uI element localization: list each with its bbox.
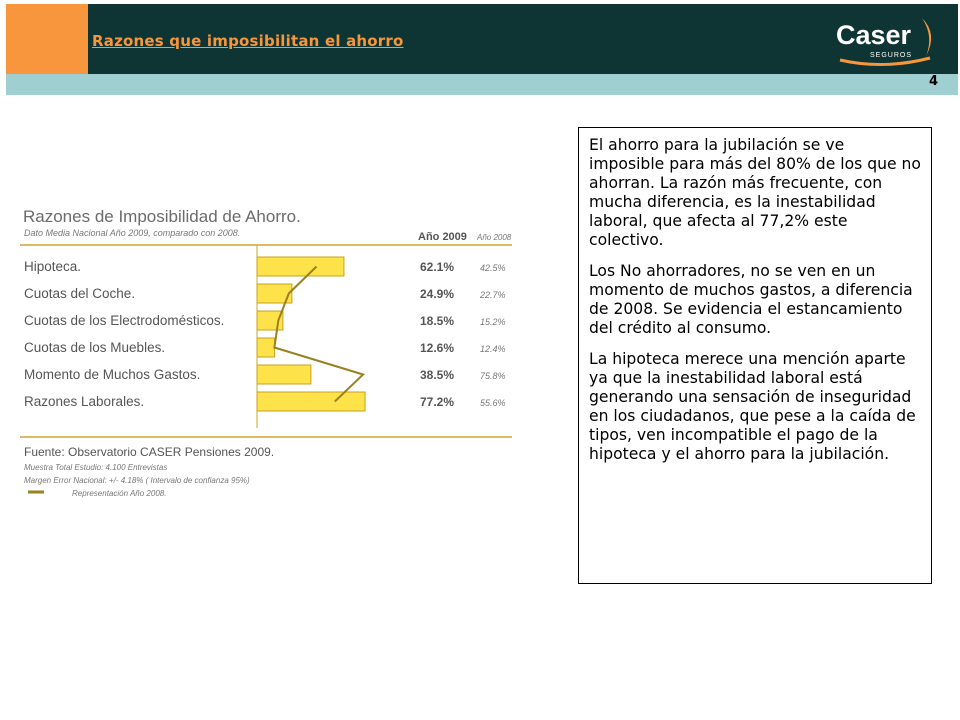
bar-2009 xyxy=(257,338,275,357)
slide-title: Razones que imposibilitan el ahorro xyxy=(92,32,404,50)
commentary-paragraph: El ahorro para la jubilación se ve imposible para más del 80% de los que no ahorran. La razón más frecuente, con mucha diferencia, es la inestabilidad laboral, que afecta al 77,2% este colectivo. xyxy=(589,136,921,250)
value-label-2009: 12.6% xyxy=(420,341,455,355)
logo-swoosh-icon xyxy=(922,18,931,56)
bar-2009 xyxy=(257,392,365,411)
column-header-2008: Año 2008 xyxy=(477,233,512,242)
category-label: Razones Laborales. xyxy=(24,394,145,409)
value-label-2009: 77.2% xyxy=(420,395,455,409)
category-label: Cuotas de los Muebles. xyxy=(24,340,166,355)
value-label-2008: 15.2% xyxy=(480,317,506,327)
commentary-paragraph: Los No ahorradores, no se ven en un momento de muchos gastos, a diferencia de 2008. Se evidencia el estancamiento del crédito al consumo. xyxy=(589,262,913,338)
category-label: Hipoteca. xyxy=(24,259,82,274)
chart-error-note: Margen Error Nacional: +/- 4.18% ( Intervalo de confianza 95%) xyxy=(24,476,250,485)
logo-text: Caser xyxy=(836,20,912,50)
value-label-2008: 55.6% xyxy=(480,398,506,408)
bar-chart xyxy=(20,200,520,510)
chart-title: Razones de Imposibilidad de Ahorro. xyxy=(23,207,301,226)
category-label: Cuotas de los Electrodomésticos. xyxy=(24,313,225,328)
value-label-2008: 12.4% xyxy=(480,344,506,354)
category-label: Cuotas del Coche. xyxy=(24,286,136,301)
header-accent-block xyxy=(6,4,88,74)
value-label-2009: 24.9% xyxy=(420,287,455,301)
chart-subtitle: Dato Media Nacional Año 2009, comparado con 2008. xyxy=(24,228,241,238)
value-label-2008: 75.8% xyxy=(480,371,506,381)
chart-sample-note: Muestra Total Estudio: 4.100 Entrevistas xyxy=(24,463,168,472)
value-label-2008: 22.7% xyxy=(480,290,506,300)
bar-2009 xyxy=(257,257,344,276)
commentary-paragraph: La hipoteca merece una mención aparte ya que la inestabilidad laboral está generando una sensación de inseguridad en los ciudadanos, que pese a la caída de tipos, ven incompatible el pago de la hipoteca y el ahorro para la jubilación. xyxy=(589,350,916,464)
value-label-2009: 18.5% xyxy=(420,314,455,328)
chart-source: Fuente: Observatorio CASER Pensiones 2009. xyxy=(24,445,275,459)
bar-2009 xyxy=(257,365,311,384)
value-label-2009: 62.1% xyxy=(420,260,455,274)
column-header-2009: Año 2009 xyxy=(418,231,467,243)
logo-subtext: SEGUROS xyxy=(870,52,913,59)
legend-label-2008: Representación Año 2008. xyxy=(72,489,167,498)
value-label-2008: 42.5% xyxy=(480,263,506,273)
value-label-2009: 38.5% xyxy=(420,368,455,382)
commentary-box xyxy=(578,127,932,584)
caser-logo xyxy=(834,14,942,70)
category-label: Momento de Muchos Gastos. xyxy=(24,367,201,382)
header-subbar xyxy=(6,74,958,95)
page-number: 4 xyxy=(928,74,938,89)
